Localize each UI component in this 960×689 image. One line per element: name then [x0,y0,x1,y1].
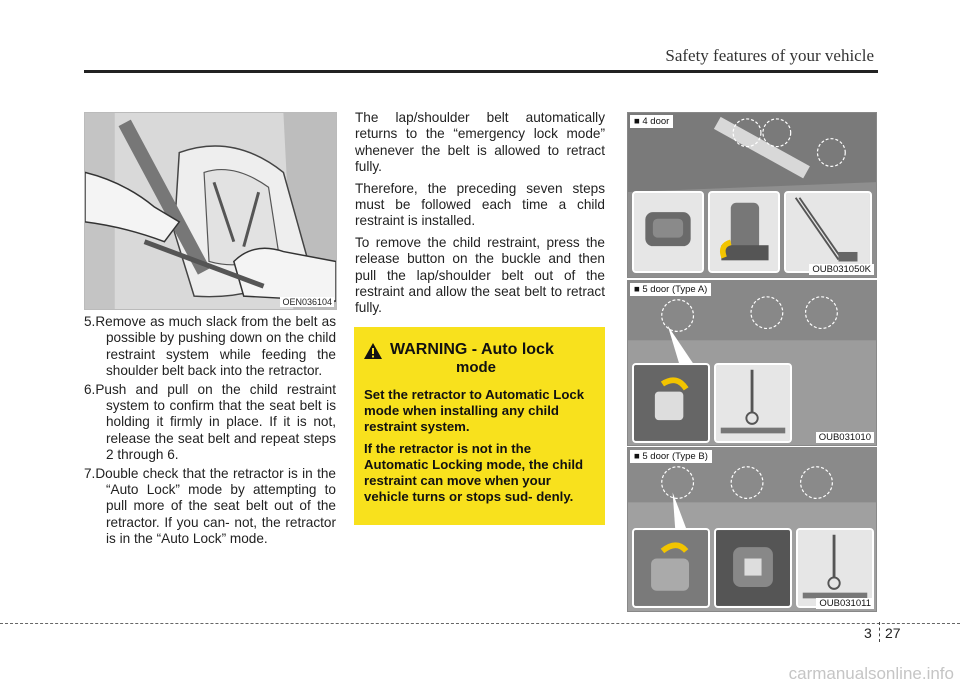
installation-steps [84,314,336,550]
section-title: Safety features of your vehicle [665,46,874,65]
warning-title-line1: WARNING - Auto lock [390,341,554,358]
child-seat-illustration [84,112,337,310]
inset-anchor-cover [632,191,704,273]
panel-5-door-type-b [627,447,877,612]
inset-tether-hook [784,191,872,273]
panel-4-door [627,112,877,278]
paragraph-seven-steps: Therefore, the preceding seven steps must be followed each time a child restraint is installed. [355,180,605,229]
paragraph-remove-restraint: To remove the child restraint, press the release button on the buckle and then pull the lap/shoulder belt out of the restraint and allow the seat belt to retract fully. [355,234,605,316]
body-text-column [355,110,605,322]
step-7: 7.Double check that the retractor is in the “Auto Lock” mode by attempting to pull more of the seat belt out of the retractor. If you can- not, the retractor is in the “Auto Lock” mode. [84,465,336,547]
paragraph-emergency-lock: The lap/shoulder belt automatically returns to the “emergency lock mode” whenever the belt is allowed to retract fully. [355,110,605,175]
step-6: 6.Push and pull on the child restraint system to confirm that the seat belt is holding it firmly in place. If it is not, release the seat belt and repeat steps 2 through 6. [84,381,336,463]
panel-5-door-type-a [627,280,877,446]
warning-box [354,327,605,525]
warning-title [390,341,554,377]
page-number-divider [879,622,880,642]
chapter-number: 3 [864,625,872,641]
warning-text-1: Set the retractor to Automatic Lock mode when installing any child restraint system. [364,387,585,434]
inset-anchor-b-detail [714,528,792,608]
panel-label: ■ 4 door [630,115,673,128]
step-5: 5.Remove as much slack from the belt as possible by pushing down on the child restraint system while feeding the shoulder belt back into the retractor. [84,314,336,379]
inset-anchor-open [708,191,780,273]
figure-code: OEN036104 [282,297,332,307]
inset-anchor-b [632,528,710,608]
inset-tether-b [796,528,874,608]
inset-anchor-a [632,363,710,443]
watermark: carmanualsonline.info [788,664,954,683]
warning-title-line2: mode [456,359,497,376]
warning-text-2: If the retractor is not in the Automatic Locking mode, the child restraint can move when your vehicle turns or stops sud- denly. [364,441,584,504]
panel-code: OUB031011 [816,598,874,609]
header-rule [84,70,878,73]
panel-code: OUB031010 [816,432,874,443]
panel-label: ■ 5 door (Type B) [630,450,712,463]
panel-code: OUB031050K [809,264,874,275]
footer-rule [0,623,960,624]
inset-tether-a [714,363,792,443]
warning-triangle-icon [364,343,382,359]
page-number: 27 [885,625,901,641]
panel-label: ■ 5 door (Type A) [630,283,711,296]
